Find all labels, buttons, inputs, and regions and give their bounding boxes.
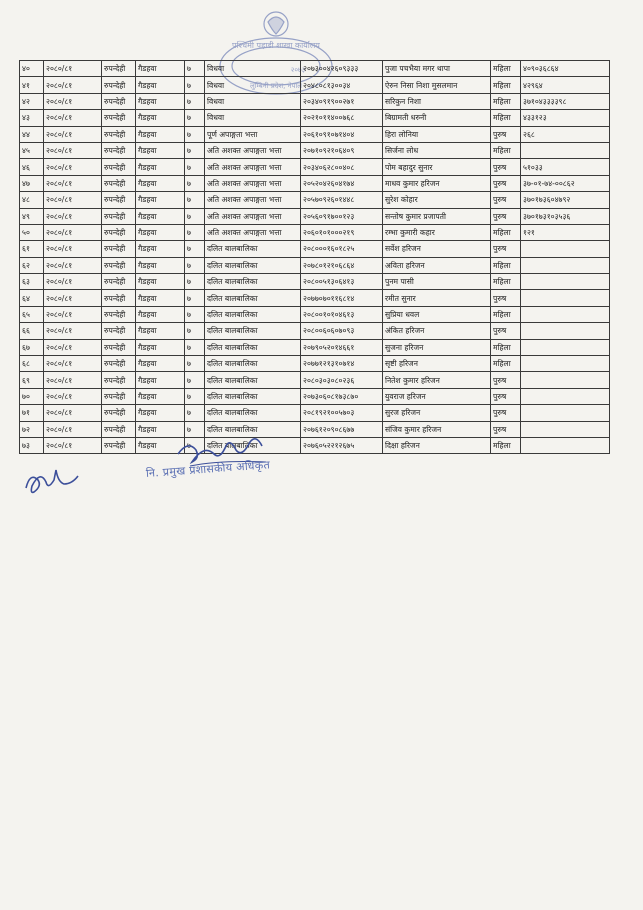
fiscal-year-cell: २०८०/८१ xyxy=(44,241,102,257)
account-number-cell xyxy=(521,339,610,355)
municipality-cell: गैडहवा xyxy=(136,421,185,437)
serial-number-cell: ७२ xyxy=(20,421,44,437)
beneficiary-name-cell: पोम बहादुर सुनार xyxy=(383,159,491,175)
allowance-type-cell: दलित बालबालिका xyxy=(205,339,301,355)
account-number-cell: २६८ xyxy=(521,126,610,142)
municipality-cell: गैडहवा xyxy=(136,257,185,273)
account-number-cell xyxy=(521,356,610,372)
municipality-cell: गैडहवा xyxy=(136,126,185,142)
identity-number-cell: २०८०००१६०१८२५ xyxy=(301,241,383,257)
table-row xyxy=(20,93,610,109)
serial-number-cell: ६५ xyxy=(20,306,44,322)
ward-number-cell: ७ xyxy=(185,274,205,290)
identity-number-cell: २०४८०८१३००३४ xyxy=(301,77,383,93)
allowance-type-cell: दलित बालबालिका xyxy=(205,306,301,322)
district-cell: रुपन्देही xyxy=(102,323,136,339)
table-row xyxy=(20,208,610,224)
gender-cell: पुरुष xyxy=(491,126,521,142)
serial-number-cell: ६७ xyxy=(20,339,44,355)
municipality-cell: गैडहवा xyxy=(136,192,185,208)
gender-cell: महिला xyxy=(491,77,521,93)
serial-number-cell: ४६ xyxy=(20,159,44,175)
beneficiary-name-cell: सरिकुन निशा xyxy=(383,93,491,109)
identity-number-cell: २०७३०६०८१७३८७० xyxy=(301,388,383,404)
table-row xyxy=(20,224,610,240)
municipality-cell: गैडहवा xyxy=(136,61,185,77)
table-row xyxy=(20,437,610,453)
svg-text:लुम्बिनी प्रदेश, नेपाल: लुम्बिनी प्रदेश, नेपाल xyxy=(249,82,303,90)
allowance-type-cell: दलित बालबालिका xyxy=(205,257,301,273)
municipality-cell: गैडहवा xyxy=(136,356,185,372)
account-number-cell xyxy=(521,388,610,404)
gender-cell: महिला xyxy=(491,274,521,290)
account-number-cell: ३७०१७३६०४७९२ xyxy=(521,192,610,208)
municipality-cell: गैडहवा xyxy=(136,388,185,404)
allowance-type-cell: विधवा xyxy=(205,93,301,109)
account-number-cell xyxy=(521,257,610,273)
table-row xyxy=(20,421,610,437)
fiscal-year-cell: २०८०/८१ xyxy=(44,208,102,224)
district-cell: रुपन्देही xyxy=(102,405,136,421)
beneficiary-name-cell: अविता हरिजन xyxy=(383,257,491,273)
identity-number-cell: २०८०३०३०८०२३६ xyxy=(301,372,383,388)
fiscal-year-cell: २०८०/८१ xyxy=(44,77,102,93)
serial-number-cell: ४८ xyxy=(20,192,44,208)
gender-cell: महिला xyxy=(491,93,521,109)
fiscal-year-cell: २०८०/८१ xyxy=(44,175,102,191)
beneficiary-name-cell: सुरेश कोहार xyxy=(383,192,491,208)
district-cell: रुपन्देही xyxy=(102,61,136,77)
identity-number-cell: २०८००१०१०४६१३ xyxy=(301,306,383,322)
account-number-cell: ४३३१२३ xyxy=(521,110,610,126)
allowance-type-cell: अति अशक्त अपाङ्गता भत्ता xyxy=(205,208,301,224)
district-cell: रुपन्देही xyxy=(102,126,136,142)
table-row xyxy=(20,159,610,175)
allowance-type-cell: दलित बालबालिका xyxy=(205,372,301,388)
fiscal-year-cell: २०८०/८१ xyxy=(44,224,102,240)
beneficiary-table xyxy=(19,60,610,454)
municipality-cell: गैडहवा xyxy=(136,372,185,388)
fiscal-year-cell: २०८०/८१ xyxy=(44,437,102,453)
account-number-cell xyxy=(521,306,610,322)
gender-cell: पुरुष xyxy=(491,323,521,339)
gender-cell: पुरुष xyxy=(491,192,521,208)
account-number-cell xyxy=(521,323,610,339)
account-number-cell: ५१०३३ xyxy=(521,159,610,175)
gender-cell: पुरुष xyxy=(491,241,521,257)
serial-number-cell: ६६ xyxy=(20,323,44,339)
district-cell: रुपन्देही xyxy=(102,257,136,273)
gender-cell: पुरुष xyxy=(491,159,521,175)
ward-number-cell: ७ xyxy=(185,208,205,224)
identity-number-cell: २०७८०१२१०६८६४ xyxy=(301,257,383,273)
allowance-type-cell: दलित बालबालिका xyxy=(205,437,301,453)
gender-cell: महिला xyxy=(491,110,521,126)
municipality-cell: गैडहवा xyxy=(136,274,185,290)
fiscal-year-cell: २०८०/८१ xyxy=(44,290,102,306)
municipality-cell: गैडहवा xyxy=(136,159,185,175)
district-cell: रुपन्देही xyxy=(102,421,136,437)
beneficiary-name-cell: बिग्रामती धरुनी xyxy=(383,110,491,126)
district-cell: रुपन्देही xyxy=(102,306,136,322)
ward-number-cell: ७ xyxy=(185,192,205,208)
identity-number-cell: २०८१९२१००५७०३ xyxy=(301,405,383,421)
serial-number-cell: ४२ xyxy=(20,93,44,109)
fiscal-year-cell: २०८०/८१ xyxy=(44,356,102,372)
table-row xyxy=(20,142,610,158)
identity-number-cell: २०५६०९१७००१२३ xyxy=(301,208,383,224)
allowance-type-cell: दलित बालबालिका xyxy=(205,405,301,421)
account-number-cell xyxy=(521,241,610,257)
ward-number-cell: ७ xyxy=(185,339,205,355)
gender-cell: पुरुष xyxy=(491,290,521,306)
ward-number-cell: ७ xyxy=(185,241,205,257)
ward-number-cell: ७ xyxy=(185,405,205,421)
fiscal-year-cell: २०८०/८१ xyxy=(44,110,102,126)
allowance-type-cell: अति अशक्त अपाङ्गता भत्ता xyxy=(205,224,301,240)
identity-number-cell: २०६१०९१०७१४०४ xyxy=(301,126,383,142)
beneficiary-name-cell: ऐरुन निसा निशा मुसलमान xyxy=(383,77,491,93)
beneficiary-name-cell: अंकित हरिजन xyxy=(383,323,491,339)
fiscal-year-cell: २०८०/८१ xyxy=(44,274,102,290)
ward-number-cell: ७ xyxy=(185,77,205,93)
fiscal-year-cell: २०८०/८१ xyxy=(44,306,102,322)
ward-number-cell: ७ xyxy=(185,290,205,306)
identity-number-cell: २०५७०९२६०१४४८ xyxy=(301,192,383,208)
allowance-type-cell: दलित बालबालिका xyxy=(205,388,301,404)
ward-number-cell: ७ xyxy=(185,93,205,109)
beneficiary-name-cell: सृष्टी हरिजन xyxy=(383,356,491,372)
fiscal-year-cell: २०८०/८१ xyxy=(44,405,102,421)
gender-cell: पुरुष xyxy=(491,208,521,224)
ward-number-cell: ७ xyxy=(185,159,205,175)
gender-cell: पुरुष xyxy=(491,405,521,421)
fiscal-year-cell: २०८०/८१ xyxy=(44,388,102,404)
serial-number-cell: ६१ xyxy=(20,241,44,257)
district-cell: रुपन्देही xyxy=(102,110,136,126)
ward-number-cell: ७ xyxy=(185,61,205,77)
municipality-cell: गैडहवा xyxy=(136,290,185,306)
account-number-cell xyxy=(521,142,610,158)
allowance-type-cell: अति अशक्त अपाङ्गता भत्ता xyxy=(205,192,301,208)
allowance-type-cell: दलित बालबालिका xyxy=(205,241,301,257)
municipality-cell: गैडहवा xyxy=(136,323,185,339)
allowance-type-cell: अति अशक्त अपाङ्गता भत्ता xyxy=(205,175,301,191)
signature-left xyxy=(20,462,82,502)
serial-number-cell: ६३ xyxy=(20,274,44,290)
fiscal-year-cell: २०८०/८१ xyxy=(44,421,102,437)
identity-number-cell: २०७७१२१३१०७१४ xyxy=(301,356,383,372)
identity-number-cell: २०७९०५२०१४६६१ xyxy=(301,339,383,355)
allowance-type-cell: विधवा xyxy=(205,61,301,77)
svg-text:पश्चिमी पहाडी शाखा कार्यालय: पश्चिमी पहाडी शाखा कार्यालय xyxy=(232,41,320,50)
allowance-type-cell: अति अशक्त अपाङ्गता भत्ता xyxy=(205,159,301,175)
municipality-cell: गैडहवा xyxy=(136,241,185,257)
district-cell: रुपन्देही xyxy=(102,208,136,224)
ward-number-cell: ७ xyxy=(185,126,205,142)
identity-number-cell: २०३४०६२८००४०८ xyxy=(301,159,383,175)
municipality-cell: गैडहवा xyxy=(136,306,185,322)
identity-number-cell: २०५२०४२६०४१७४ xyxy=(301,175,383,191)
table-row xyxy=(20,356,610,372)
identity-number-cell: २०८००५१३०६४१३ xyxy=(301,274,383,290)
account-number-cell xyxy=(521,290,610,306)
beneficiary-name-cell: पुनम पासी xyxy=(383,274,491,290)
ward-number-cell: ७ xyxy=(185,224,205,240)
district-cell: रुपन्देही xyxy=(102,93,136,109)
account-number-cell xyxy=(521,372,610,388)
serial-number-cell: ४९ xyxy=(20,208,44,224)
municipality-cell: गैडहवा xyxy=(136,437,185,453)
beneficiary-name-cell: सुप्रिया धवल xyxy=(383,306,491,322)
gender-cell: महिला xyxy=(491,257,521,273)
identity-number-cell: २०८००६०६०७०९३ xyxy=(301,323,383,339)
identity-number-cell: २०७३००४२६०९३३३ xyxy=(301,61,383,77)
municipality-cell: गैडहवा xyxy=(136,110,185,126)
table-row xyxy=(20,388,610,404)
table-row xyxy=(20,290,610,306)
account-number-cell: ३७१०४३३३३९८ xyxy=(521,93,610,109)
allowance-type-cell: पूर्ण अपाङ्गता भत्ता xyxy=(205,126,301,142)
municipality-cell: गैडहवा xyxy=(136,339,185,355)
account-number-cell: १२१ xyxy=(521,224,610,240)
municipality-cell: गैडहवा xyxy=(136,175,185,191)
serial-number-cell: ५० xyxy=(20,224,44,240)
municipality-cell: गैडहवा xyxy=(136,208,185,224)
municipality-cell: गैडहवा xyxy=(136,142,185,158)
gender-cell: महिला xyxy=(491,356,521,372)
account-number-cell: ४०९०३६८६४ xyxy=(521,61,610,77)
ward-number-cell: ७ xyxy=(185,421,205,437)
district-cell: रुपन्देही xyxy=(102,241,136,257)
ward-number-cell: ७ xyxy=(185,257,205,273)
account-number-cell xyxy=(521,274,610,290)
table-row xyxy=(20,372,610,388)
district-cell: रुपन्देही xyxy=(102,274,136,290)
gender-cell: महिला xyxy=(491,339,521,355)
beneficiary-name-cell: सुजना हरिजन xyxy=(383,339,491,355)
beneficiary-name-cell: पुजा पचभैया मगर थापा xyxy=(383,61,491,77)
serial-number-cell: ६८ xyxy=(20,356,44,372)
ward-number-cell: ७ xyxy=(185,175,205,191)
ward-number-cell: ७ xyxy=(185,372,205,388)
fiscal-year-cell: २०८०/८१ xyxy=(44,192,102,208)
account-number-cell xyxy=(521,437,610,453)
serial-number-cell: ४५ xyxy=(20,142,44,158)
gender-cell: महिला xyxy=(491,142,521,158)
ward-number-cell: ७ xyxy=(185,323,205,339)
table-row xyxy=(20,61,610,77)
table-row xyxy=(20,405,610,421)
beneficiary-name-cell: सर्वेश हरिजन xyxy=(383,241,491,257)
allowance-type-cell: दलित बालबालिका xyxy=(205,290,301,306)
district-cell: रुपन्देही xyxy=(102,224,136,240)
allowance-type-cell: दलित बालबालिका xyxy=(205,356,301,372)
beneficiary-name-cell: संजिव कुमार हरिजन xyxy=(383,421,491,437)
serial-number-cell: ६९ xyxy=(20,372,44,388)
district-cell: रुपन्देही xyxy=(102,142,136,158)
ward-number-cell: ७ xyxy=(185,110,205,126)
identity-number-cell: २०२१०११४००७६८ xyxy=(301,110,383,126)
municipality-cell: गैडहवा xyxy=(136,77,185,93)
gender-cell: पुरुष xyxy=(491,372,521,388)
gender-cell: महिला xyxy=(491,437,521,453)
beneficiary-name-cell: रमीत सुनार xyxy=(383,290,491,306)
table-row xyxy=(20,175,610,191)
table-row xyxy=(20,192,610,208)
account-number-cell: ३७-०१-७४-००८६२ xyxy=(521,175,610,191)
district-cell: रुपन्देही xyxy=(102,388,136,404)
table-row xyxy=(20,126,610,142)
municipality-cell: गैडहवा xyxy=(136,405,185,421)
beneficiary-name-cell: सिर्जना लोध xyxy=(383,142,491,158)
account-number-cell xyxy=(521,421,610,437)
beneficiary-name-cell: दिक्षा हरिजन xyxy=(383,437,491,453)
beneficiary-name-cell: सन्तोष कुमार प्रजापती xyxy=(383,208,491,224)
identity-number-cell: २०७६०५२२१२६७५ xyxy=(301,437,383,453)
gender-cell: पुरुष xyxy=(491,175,521,191)
district-cell: रुपन्देही xyxy=(102,356,136,372)
table-row xyxy=(20,257,610,273)
serial-number-cell: ६२ xyxy=(20,257,44,273)
serial-number-cell: ४३ xyxy=(20,110,44,126)
serial-number-cell: ६४ xyxy=(20,290,44,306)
district-cell: रुपन्देही xyxy=(102,290,136,306)
serial-number-cell: ४० xyxy=(20,61,44,77)
ward-number-cell: ७ xyxy=(185,142,205,158)
officer-designation-stamp: नि. प्रमुख प्रशासकीय अधिकृत xyxy=(145,458,271,480)
fiscal-year-cell: २०८०/८१ xyxy=(44,142,102,158)
district-cell: रुपन्देही xyxy=(102,372,136,388)
account-number-cell: ४२९६४ xyxy=(521,77,610,93)
fiscal-year-cell: २०८०/८१ xyxy=(44,339,102,355)
allowance-type-cell: विधवा xyxy=(205,110,301,126)
gender-cell: महिला xyxy=(491,306,521,322)
beneficiary-name-cell: सुरज हरिजन xyxy=(383,405,491,421)
identity-number-cell: २०७६१२०९०८६७७ xyxy=(301,421,383,437)
identity-number-cell: २०६०१०१०००२१९ xyxy=(301,224,383,240)
ward-number-cell: ७ xyxy=(185,437,205,453)
beneficiary-name-cell: रम्भा कुमारी कहार xyxy=(383,224,491,240)
gender-cell: महिला xyxy=(491,61,521,77)
table-row xyxy=(20,110,610,126)
gender-cell: पुरुष xyxy=(491,388,521,404)
table-row xyxy=(20,274,610,290)
district-cell: रुपन्देही xyxy=(102,175,136,191)
fiscal-year-cell: २०८०/८१ xyxy=(44,323,102,339)
fiscal-year-cell: २०८०/८१ xyxy=(44,93,102,109)
table-row xyxy=(20,77,610,93)
beneficiary-name-cell: हिरा लोनिया xyxy=(383,126,491,142)
table-row xyxy=(20,306,610,322)
allowance-type-cell: अति अशक्त अपाङ्गता भत्ता xyxy=(205,142,301,158)
district-cell: रुपन्देही xyxy=(102,339,136,355)
fiscal-year-cell: २०८०/८१ xyxy=(44,159,102,175)
district-cell: रुपन्देही xyxy=(102,159,136,175)
allowance-type-cell: दलित बालबालिका xyxy=(205,323,301,339)
ward-number-cell: ७ xyxy=(185,388,205,404)
allowance-type-cell: दलित बालबालिका xyxy=(205,421,301,437)
beneficiary-name-cell: माधव कुमार हरिजन xyxy=(383,175,491,191)
table-body xyxy=(20,61,610,454)
serial-number-cell: ७३ xyxy=(20,437,44,453)
allowance-type-cell: दलित बालबालिका xyxy=(205,274,301,290)
ward-number-cell: ७ xyxy=(185,356,205,372)
gender-cell: पुरुष xyxy=(491,421,521,437)
serial-number-cell: ४४ xyxy=(20,126,44,142)
identity-number-cell: २०७७०७०११६८१४ xyxy=(301,290,383,306)
district-cell: रुपन्देही xyxy=(102,192,136,208)
table-row xyxy=(20,241,610,257)
ward-number-cell: ७ xyxy=(185,306,205,322)
account-number-cell xyxy=(521,405,610,421)
fiscal-year-cell: २०८०/८१ xyxy=(44,372,102,388)
fiscal-year-cell: २०८०/८१ xyxy=(44,257,102,273)
district-cell: रुपन्देही xyxy=(102,437,136,453)
serial-number-cell: ७० xyxy=(20,388,44,404)
table-row xyxy=(20,339,610,355)
fiscal-year-cell: २०८०/८१ xyxy=(44,126,102,142)
serial-number-cell: ७१ xyxy=(20,405,44,421)
svg-text:२०७३: २०७३ xyxy=(290,66,306,74)
municipality-cell: गैडहवा xyxy=(136,93,185,109)
gender-cell: महिला xyxy=(491,224,521,240)
municipality-cell: गैडहवा xyxy=(136,224,185,240)
account-number-cell: ३७०१७३१०३५३६ xyxy=(521,208,610,224)
beneficiary-name-cell: नितेश कुमार हरिजन xyxy=(383,372,491,388)
identity-number-cell: २०३४०९१९००२७१ xyxy=(301,93,383,109)
beneficiary-name-cell: युवराज हरिजन xyxy=(383,388,491,404)
allowance-type-cell: विधवा xyxy=(205,77,301,93)
table-row xyxy=(20,323,610,339)
serial-number-cell: ४७ xyxy=(20,175,44,191)
serial-number-cell: ४१ xyxy=(20,77,44,93)
fiscal-year-cell: २०८०/८१ xyxy=(44,61,102,77)
district-cell: रुपन्देही xyxy=(102,77,136,93)
identity-number-cell: २०७१०९२१०६४०९ xyxy=(301,142,383,158)
